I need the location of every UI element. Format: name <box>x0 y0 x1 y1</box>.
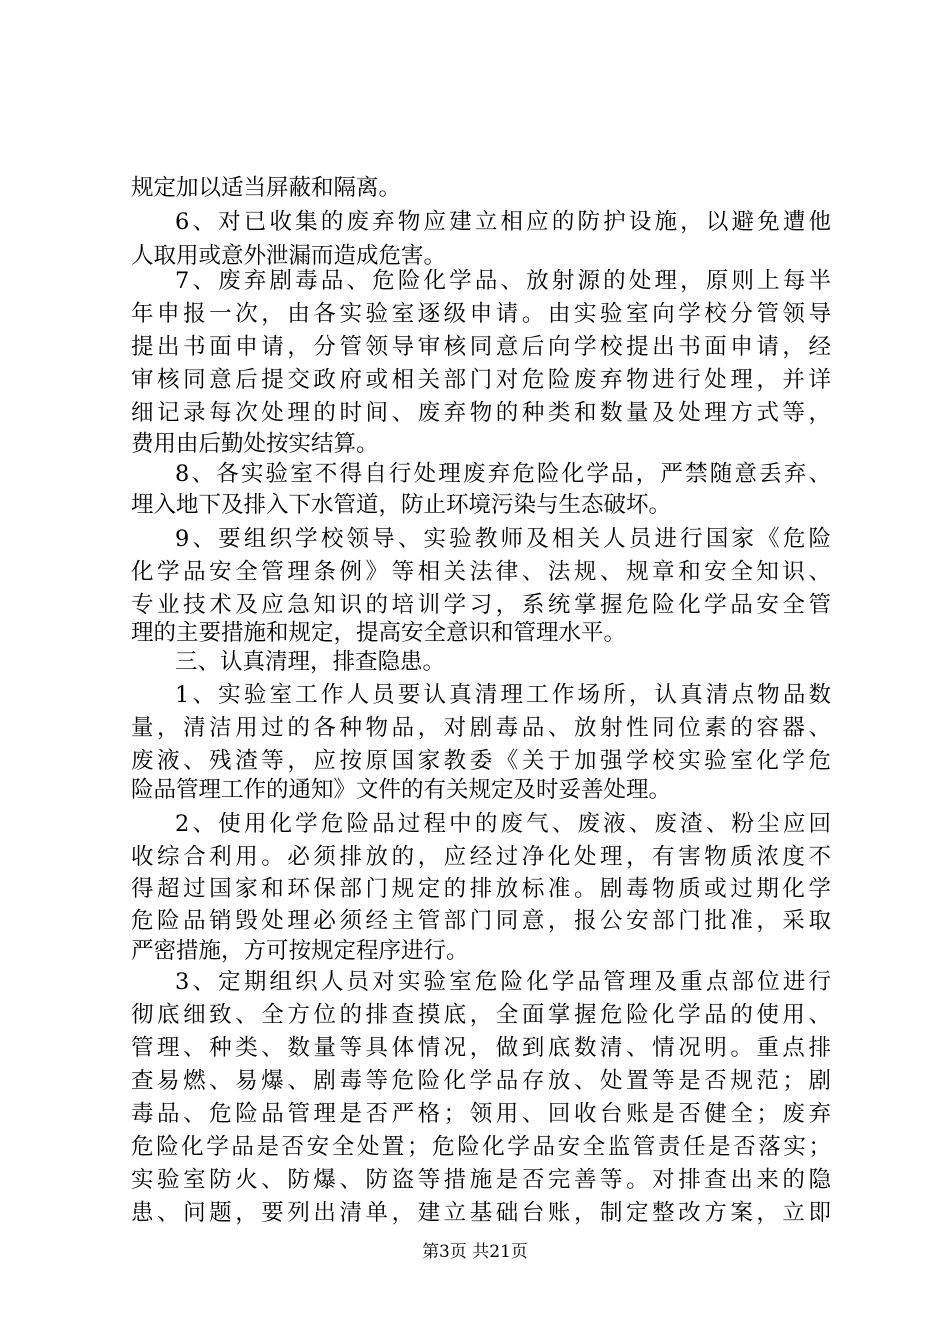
text-line: 患、问题，要列出清单，建立基础台账，制定整改方案，立即 <box>131 1200 831 1226</box>
text-line: 7、废弃剧毒品、危险化学品、放射源的处理，原则上每半 <box>175 268 831 294</box>
text-line: 8、各实验室不得自行处理废弃危险化学品，严禁随意丢弃、 <box>175 461 831 487</box>
text-line: 2、使用化学危险品过程中的废气、废液、废渣、粉尘应回 <box>175 811 831 837</box>
text-line: 查易燃、易爆、剧毒等危险化学品存放、处置等是否规范；剧 <box>131 1068 831 1094</box>
text-line: 规定加以适当屏蔽和隔离。 <box>131 175 402 201</box>
text-line: 年申报一次，由各实验室逐级申请。由实验室向学校分管领导 <box>131 301 831 327</box>
text-line: 提出书面申请，分管领导审核同意后向学校提出书面申请，经 <box>131 334 831 360</box>
text-line: 实验室防火、防爆、防盗等措施是否完善等。对排查出来的隐 <box>131 1167 831 1193</box>
text-line: 严密措施，方可按规定程序进行。 <box>131 938 469 964</box>
text-line: 理的主要措施和规定，提高安全意识和管理水平。 <box>131 620 627 646</box>
text-line: 9、要组织学校领导、实验教师及相关人员进行国家《危险 <box>175 526 831 552</box>
text-line: 管理、种类、数量等具体情况，做到底数清、情况明。重点排 <box>131 1035 831 1061</box>
text-line: 费用由后勤处按实结算。 <box>131 431 379 457</box>
text-line: 收综合利用。必须排放的，应经过净化处理，有害物质浓度不 <box>131 844 831 870</box>
text-line: 险品管理工作的通知》文件的有关规定及时妥善处理。 <box>131 777 672 803</box>
text-line: 3、定期组织人员对实验室危险化学品管理及重点部位进行 <box>175 969 831 995</box>
text-line: 细记录每次处理的时间、废弃物的种类和数量及处理方式等， <box>131 400 831 426</box>
text-line: 危险品销毁处理必须经主管部门同意，报公安部门批准，采取 <box>131 908 831 934</box>
text-line: 量，清洁用过的各种物品，对剧毒品、放射性同位素的容器、 <box>131 715 831 741</box>
text-line: 毒品、危险品管理是否严格；领用、回收台账是否健全；废弃 <box>131 1101 831 1127</box>
text-line: 危险化学品是否安全处置；危险化学品安全监管责任是否落实； <box>131 1134 831 1160</box>
text-line: 专业技术及应急知识的培训学习，系统掌握危险化学品安全管 <box>131 592 831 618</box>
text-line: 1、实验室工作人员要认真清理工作场所，认真清点物品数 <box>175 682 831 708</box>
text-line: 得超过国家和环保部门规定的排放标准。剧毒物质或过期化学 <box>131 876 831 902</box>
text-line: 化学品安全管理条例》等相关法律、法规、规章和安全知识、 <box>131 559 831 585</box>
page-number: 第3页 共21页 <box>422 1242 528 1262</box>
text-line: 审核同意后提交政府或相关部门对危险废弃物进行处理，并详 <box>131 367 831 393</box>
text-line: 6、对已收集的废弃物应建立相应的防护设施，以避免遭他 <box>175 209 831 235</box>
section-heading: 三、认真清理，排查隐患。 <box>175 649 446 675</box>
text-line: 彻底细致、全方位的排查摸底，全面掌握危险化学品的使用、 <box>131 1002 831 1028</box>
text-line: 人取用或意外泄漏而造成危害。 <box>131 243 447 269</box>
text-line: 埋入地下及排入下水管道，防止环境污染与生态破坏。 <box>131 492 672 518</box>
text-line: 废液、残渣等，应按原国家教委《关于加强学校实验室化学危 <box>131 748 831 774</box>
